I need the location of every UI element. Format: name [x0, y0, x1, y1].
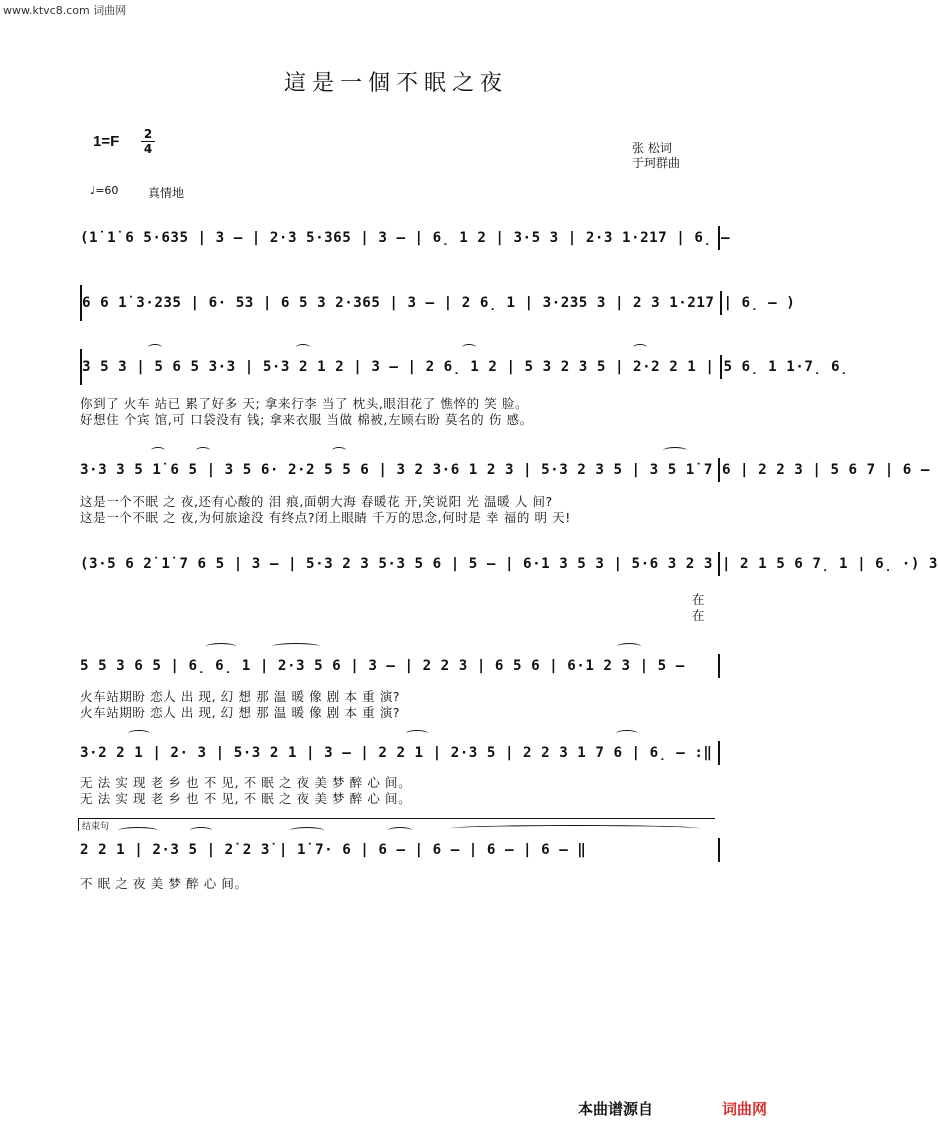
slur-mark — [272, 643, 320, 650]
slur-mark — [296, 344, 310, 351]
lyric-line-8: 不 眠 之 夜 美 梦 醉 心 间。 — [80, 876, 248, 891]
slur-mark — [616, 730, 638, 737]
tempo-mark: ♩=60 — [90, 184, 119, 197]
lyric-line-7a: 无 法 实 现 老 乡 也 不 见, 不 眠 之 夜 美 梦 醉 心 间。 — [80, 775, 412, 790]
staff-line-7: 3·2 2 1 | 2· 3 | 5·3 2 1 | 3 – | 2 2 1 | 2·3 5 | 2 2 3 1 7 6 | 6̣ – :‖ — [80, 735, 720, 771]
lyric-line-4a: 这是一个不眠 之 夜,还有心酸的 泪 痕,面朝大海 春暖花 开,笑说阳 光 温暖 人 间? — [80, 494, 553, 509]
time-signature — [141, 128, 155, 155]
staff-line-3: 3 5 3 | 5 6 5 3·3 | 5·3 2 1 2 | 3 – | 2 6̣ 1 2 | 5 3 2 3 5 | 2·2 2 1 | 5 6̣ 1 1·7̣ 6̣ — [80, 349, 722, 385]
slur-mark — [617, 643, 641, 650]
lyric-line-4b: 这是一个不眠 之 夜,为何旅途没 有终点?闭上眼睛 千万的思念,何时是 幸 福的 明 天! — [80, 510, 571, 525]
slur-mark — [118, 827, 158, 834]
time-sig-top: 2 — [143, 127, 153, 141]
song-title: 這是一個不眠之夜 — [283, 71, 508, 96]
slur-mark — [462, 344, 476, 351]
slur-mark — [190, 827, 212, 834]
slur-mark — [406, 730, 428, 737]
slur-mark — [290, 827, 324, 834]
staff-line-6: 5 5 3 6 5 | 6̣ 6̣ 1 | 2·3 5 6 | 3 – | 2 2 3 | 6 5 6 | 6·1 2 3 | 5 – — [80, 648, 720, 684]
slur-mark — [206, 643, 236, 650]
ending-label: 结束句 — [82, 822, 110, 832]
lyric-line-5b: 在 — [692, 608, 705, 623]
staff-line-8: 2 2 1 | 2·3 5 | 2̇ 2 3̇ | 1̇ 7· 6 | 6 – | 6 – | 6 – | 6 – ‖ — [80, 832, 720, 868]
site-logo[interactable]: 词曲网 — [722, 1100, 768, 1118]
staff-line-2: 6 6 1̇ 3·235 | 6· 53 | 6 5 3 2·365 | 3 – | 2 6̣ 1 | 3·235 3 | 2 3 1·217 | 6̣ – ) — [80, 285, 722, 321]
site-watermark: www.ktvc8.com 词曲网 — [3, 4, 127, 17]
slur-mark — [388, 827, 412, 834]
lyric-line-5a: 在 — [692, 592, 705, 607]
lyricist-credit: 张 松词 — [632, 141, 672, 155]
slur-mark — [128, 730, 150, 737]
lyric-line-7b: 无 法 实 现 老 乡 也 不 见, 不 眠 之 夜 美 梦 醉 心 间。 — [80, 791, 412, 806]
expression-mark: 真情地 — [148, 186, 185, 200]
staff-line-5: (3·5 6 2̇ 1̇ 7 6 5 | 3 – | 5·3 2 3 5·3 5 6 | 5 – | 6·1 3 5 3 | 5·6 3 2 3 | 2 1 5 6 7̣ 1 | 6̣ ·) 3 — [80, 546, 720, 582]
time-sig-bottom: 4 — [143, 142, 153, 156]
lyric-line-6a: 火车站期盼 恋人 出 现, 幻 想 那 温 暖 像 剧 本 重 演? — [80, 689, 401, 704]
staff-line-4: 3·3 3 5 1̇ 6 5 | 3 5 6· 2·2 5 5 6 | 3 2 3·6 1 2 3 | 5·3 2 3 5 | 3 5 1̇ 7 6 | 2 2 3 | 5 6 7 | 6 – — [80, 452, 720, 488]
lyric-line-3b: 好想住 个宾 馆,可 口袋没有 钱; 拿来衣服 当做 棉被,左顾右盼 莫名的 伤 感。 — [80, 412, 533, 427]
lyric-line-3a: 你到了 火车 站已 累了好多 天; 拿来行李 当了 枕头,眼泪花了 憔悴的 笑 脸。 — [80, 396, 529, 411]
key-signature: 1=F — [93, 133, 120, 150]
slur-mark — [196, 447, 210, 454]
staff-line-1: (1̇ 1̇ 6 5·635 | 3 – | 2·3 5·365 | 3 – | 6̣ 1 2 | 3·5 3 | 2·3 1·217 | 6̣ – — [80, 220, 720, 256]
composer-credit: 于珂群曲 — [632, 156, 681, 170]
slur-mark — [151, 447, 165, 454]
tie-mark — [450, 825, 700, 832]
slur-mark — [633, 344, 647, 351]
slur-mark — [332, 447, 346, 454]
slur-mark — [148, 344, 162, 351]
slur-mark — [663, 447, 687, 454]
lyric-line-6b: 火车站期盼 恋人 出 现, 幻 想 那 温 暖 像 剧 本 重 演? — [80, 705, 401, 720]
footer-source-text: 本曲谱源自 — [578, 1100, 654, 1118]
